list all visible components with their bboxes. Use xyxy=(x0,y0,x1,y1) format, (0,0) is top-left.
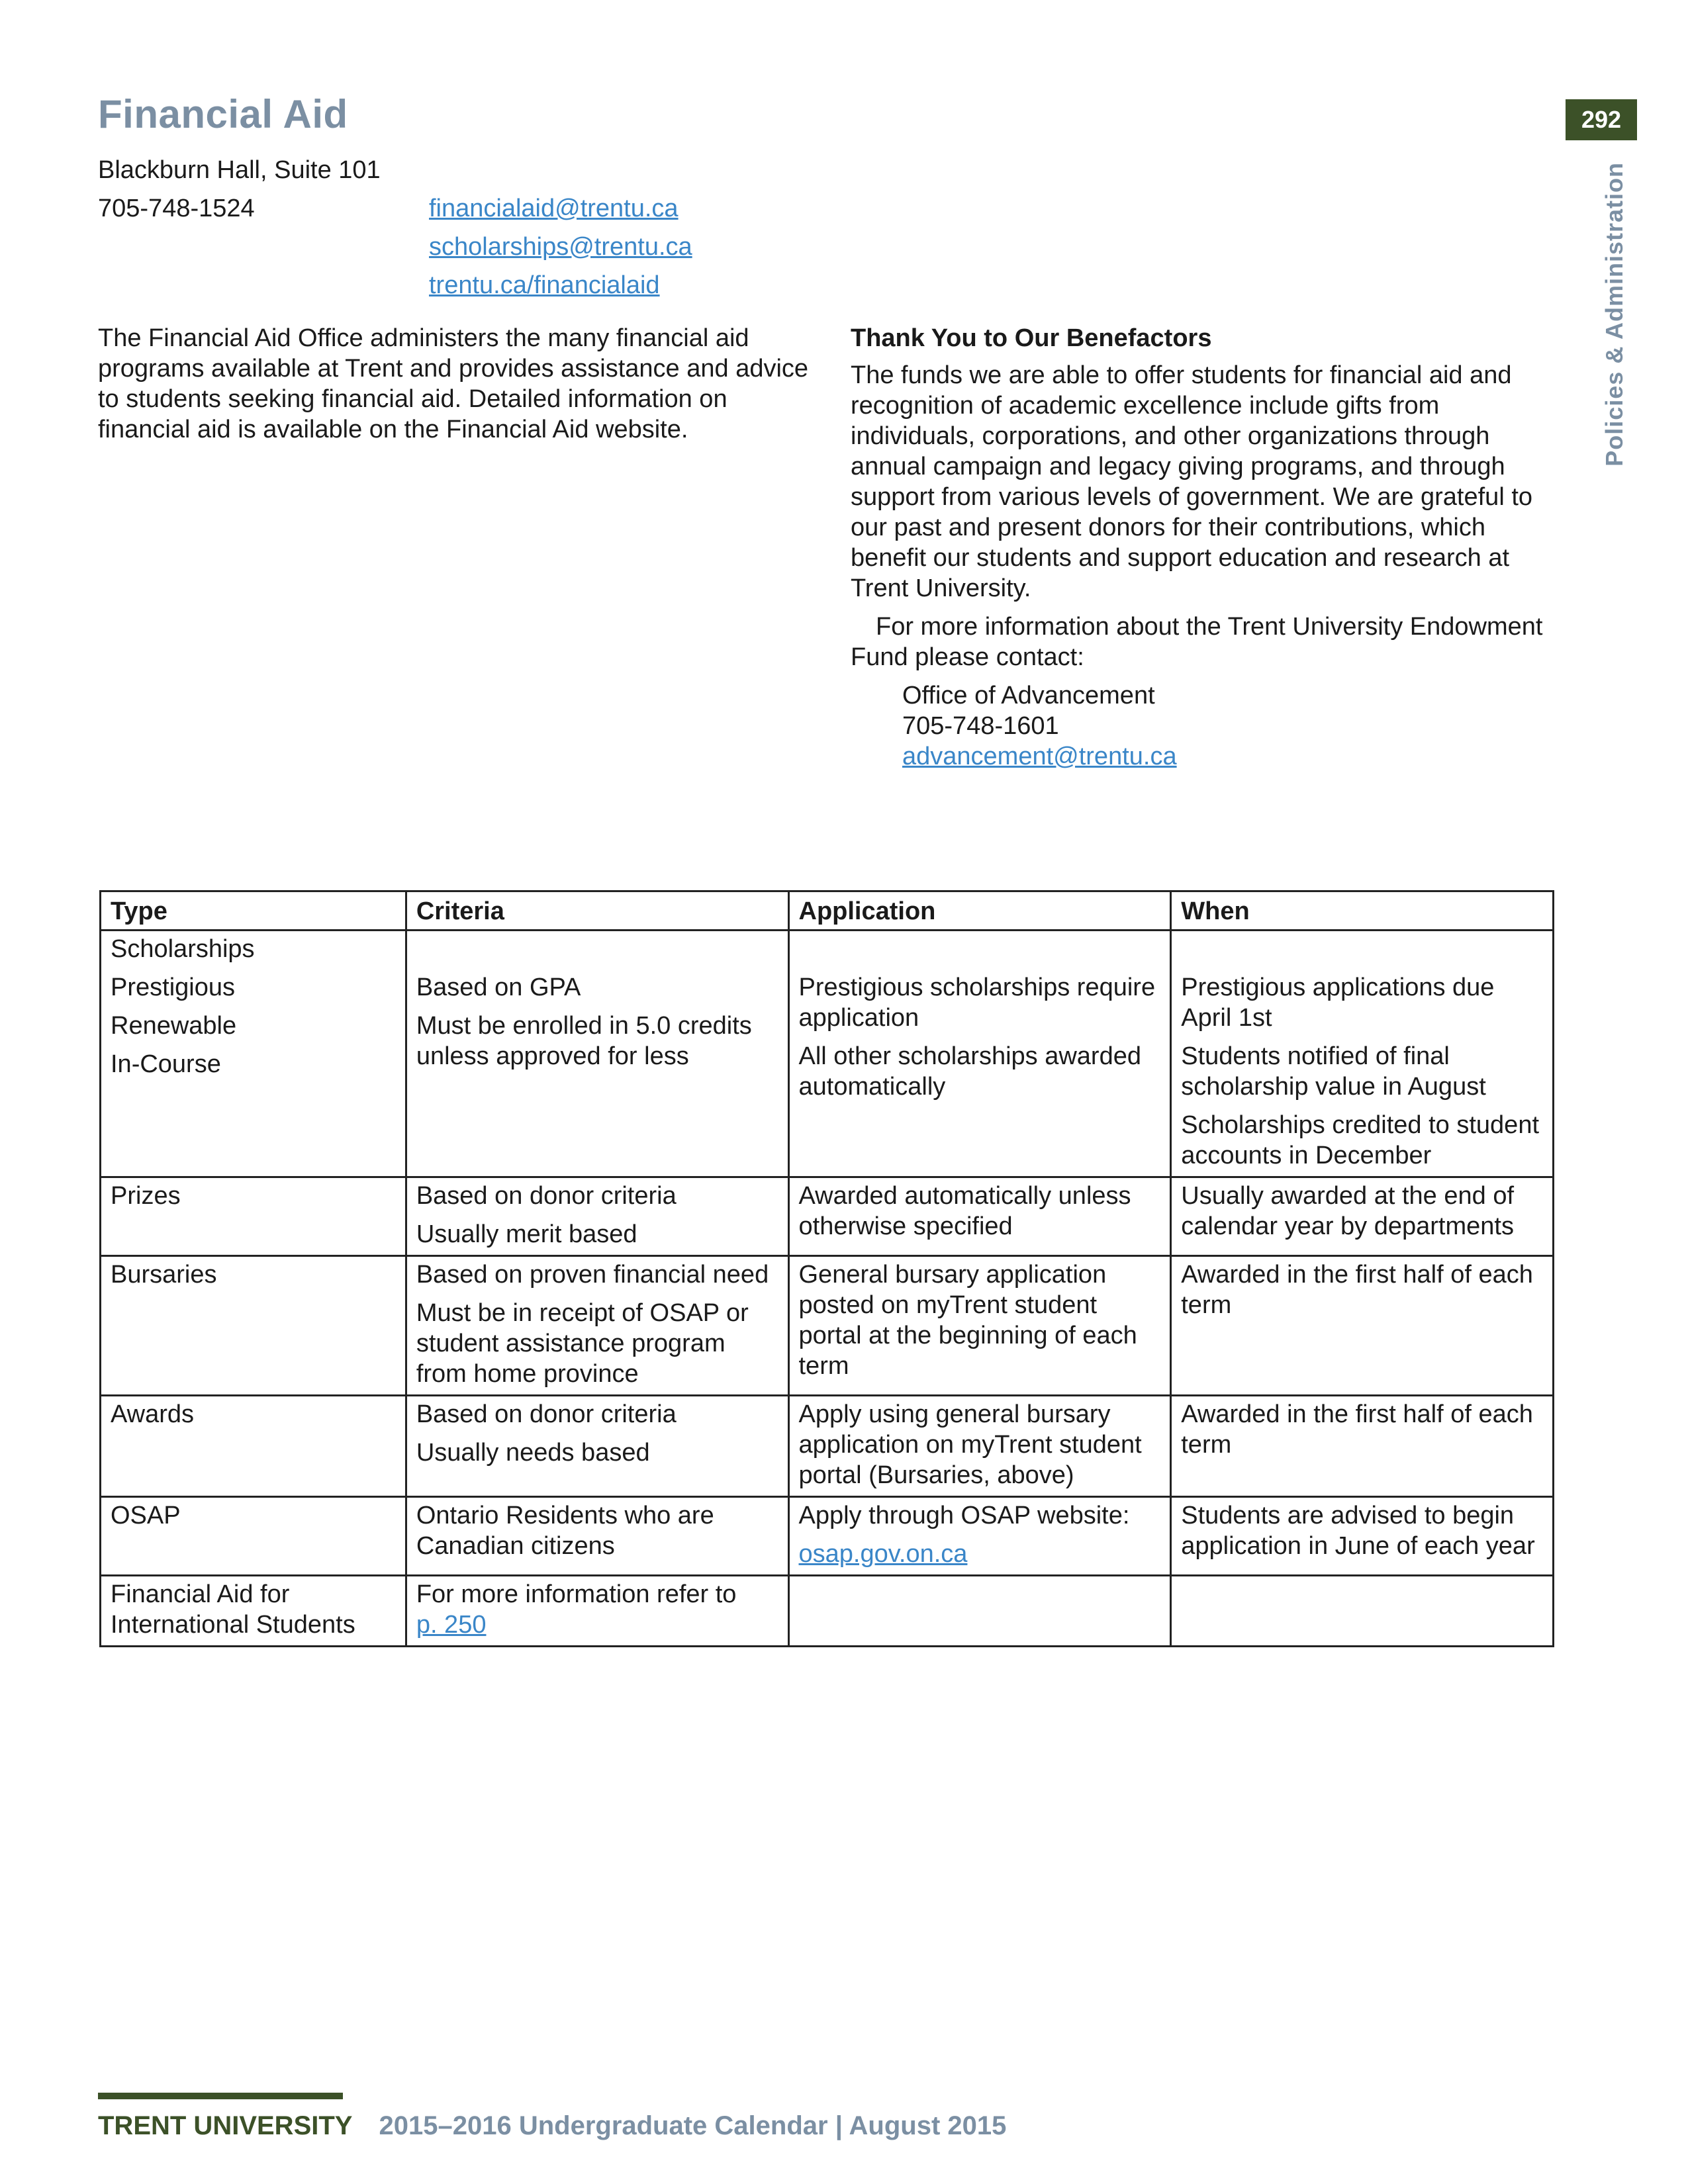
cell-criteria: Based on donor criteria Usually needs based xyxy=(406,1396,788,1497)
page-number-badge: 292 xyxy=(1566,99,1637,140)
page-title: Financial Aid xyxy=(98,92,348,136)
table-row xyxy=(101,1576,1554,1647)
contact-block xyxy=(98,151,692,304)
cell-type: Bursaries xyxy=(101,1256,406,1396)
benefactors-heading: Thank You to Our Benefactors xyxy=(851,324,1212,352)
footer-rule xyxy=(98,2093,343,2099)
osap-website-link[interactable]: osap.gov.on.ca xyxy=(798,1540,968,1568)
endowment-paragraph: For more information about the Trent University Endowment Fund please contact: xyxy=(851,613,1543,671)
financialaid-website-link[interactable]: trentu.ca/financialaid xyxy=(429,271,660,299)
benefactors-paragraph: The funds we are able to offer students for financial aid and recognition of academic excellence include gifts from individuals, corporations, and other organizations through annual campaign and legacy giving programs, and through support from various levels of government. We are grateful to our past and present donors for their contributions, which benefit our students and support education and research at Trent University. xyxy=(851,361,1533,602)
cell-when: Awarded in the first half of each term xyxy=(1171,1256,1554,1396)
office-phone: 705-748-1524 xyxy=(98,195,255,222)
cell-criteria: Based on proven financial need Must be in receipt of OSAP or student assistance program from home province xyxy=(406,1256,788,1396)
cell-when: Prestigious applications due April 1st Students notified of final scholarship value in August Scholarships credited to student accounts in December xyxy=(1171,931,1554,1177)
financial-aid-table xyxy=(99,890,1554,1647)
cell-type: Financial Aid for International Students xyxy=(101,1576,406,1647)
table-row xyxy=(101,1497,1554,1576)
cell-application: Awarded automatically unless otherwise specified xyxy=(788,1177,1171,1256)
footer-calendar: 2015–2016 Undergraduate Calendar | August 2015 xyxy=(379,2111,1007,2140)
cell-when: Usually awarded at the end of calendar year by departments xyxy=(1171,1177,1554,1256)
table-row xyxy=(101,931,1554,1177)
international-page-link[interactable]: p. 250 xyxy=(416,1611,487,1639)
table-row xyxy=(101,1396,1554,1497)
footer xyxy=(98,2111,1006,2141)
intro-paragraph: The Financial Aid Office administers the many financial aid programs available at Trent and provides assistance and advice to students seeking financial aid. Detailed information on financial aid is available on the Financial Aid website. xyxy=(98,324,809,443)
cell-application xyxy=(788,1576,1171,1647)
cell-application: General bursary application posted on myTrent student portal at the beginning of each term xyxy=(788,1256,1171,1396)
cell-criteria: Ontario Residents who are Canadian citizens xyxy=(406,1497,788,1576)
table-header-row xyxy=(101,891,1554,931)
header-when: When xyxy=(1171,891,1554,931)
cell-application: Apply through OSAP website: osap.gov.on.ca xyxy=(788,1497,1171,1576)
advancement-email-link[interactable]: advancement@trentu.ca xyxy=(902,743,1177,770)
cell-when xyxy=(1171,1576,1554,1647)
advancement-office: Office of Advancement xyxy=(902,682,1155,709)
cell-application: Apply using general bursary application on myTrent student portal (Bursaries, above) xyxy=(788,1396,1171,1497)
office-address: Blackburn Hall, Suite 101 xyxy=(98,156,381,184)
financialaid-email-link[interactable]: financialaid@trentu.ca xyxy=(429,195,679,222)
table-row xyxy=(101,1256,1554,1396)
cell-type: Scholarships Prestigious Renewable In-Course xyxy=(101,931,406,1177)
header-criteria: Criteria xyxy=(406,891,788,931)
cell-when: Awarded in the first half of each term xyxy=(1171,1396,1554,1497)
footer-university: TRENT UNIVERSITY xyxy=(98,2111,353,2140)
section-label: Policies & Administration xyxy=(1601,162,1628,467)
cell-when: Students are advised to begin application in June of each year xyxy=(1171,1497,1554,1576)
advancement-phone: 705-748-1601 xyxy=(902,712,1059,740)
header-application: Application xyxy=(788,891,1171,931)
table-row xyxy=(101,1177,1554,1256)
scholarships-email-link[interactable]: scholarships@trentu.ca xyxy=(429,233,692,261)
cell-type: Prizes xyxy=(101,1177,406,1256)
cell-criteria: Based on GPA Must be enrolled in 5.0 credits unless approved for less xyxy=(406,931,788,1177)
header-type: Type xyxy=(101,891,406,931)
cell-criteria: For more information refer to p. 250 xyxy=(406,1576,788,1647)
advancement-contact xyxy=(902,680,1552,772)
cell-type: OSAP xyxy=(101,1497,406,1576)
benefactors-section xyxy=(851,323,1552,772)
cell-criteria: Based on donor criteria Usually merit based xyxy=(406,1177,788,1256)
cell-type: Awards xyxy=(101,1396,406,1497)
cell-application: Prestigious scholarships require application All other scholarships awarded automatically xyxy=(788,931,1171,1177)
